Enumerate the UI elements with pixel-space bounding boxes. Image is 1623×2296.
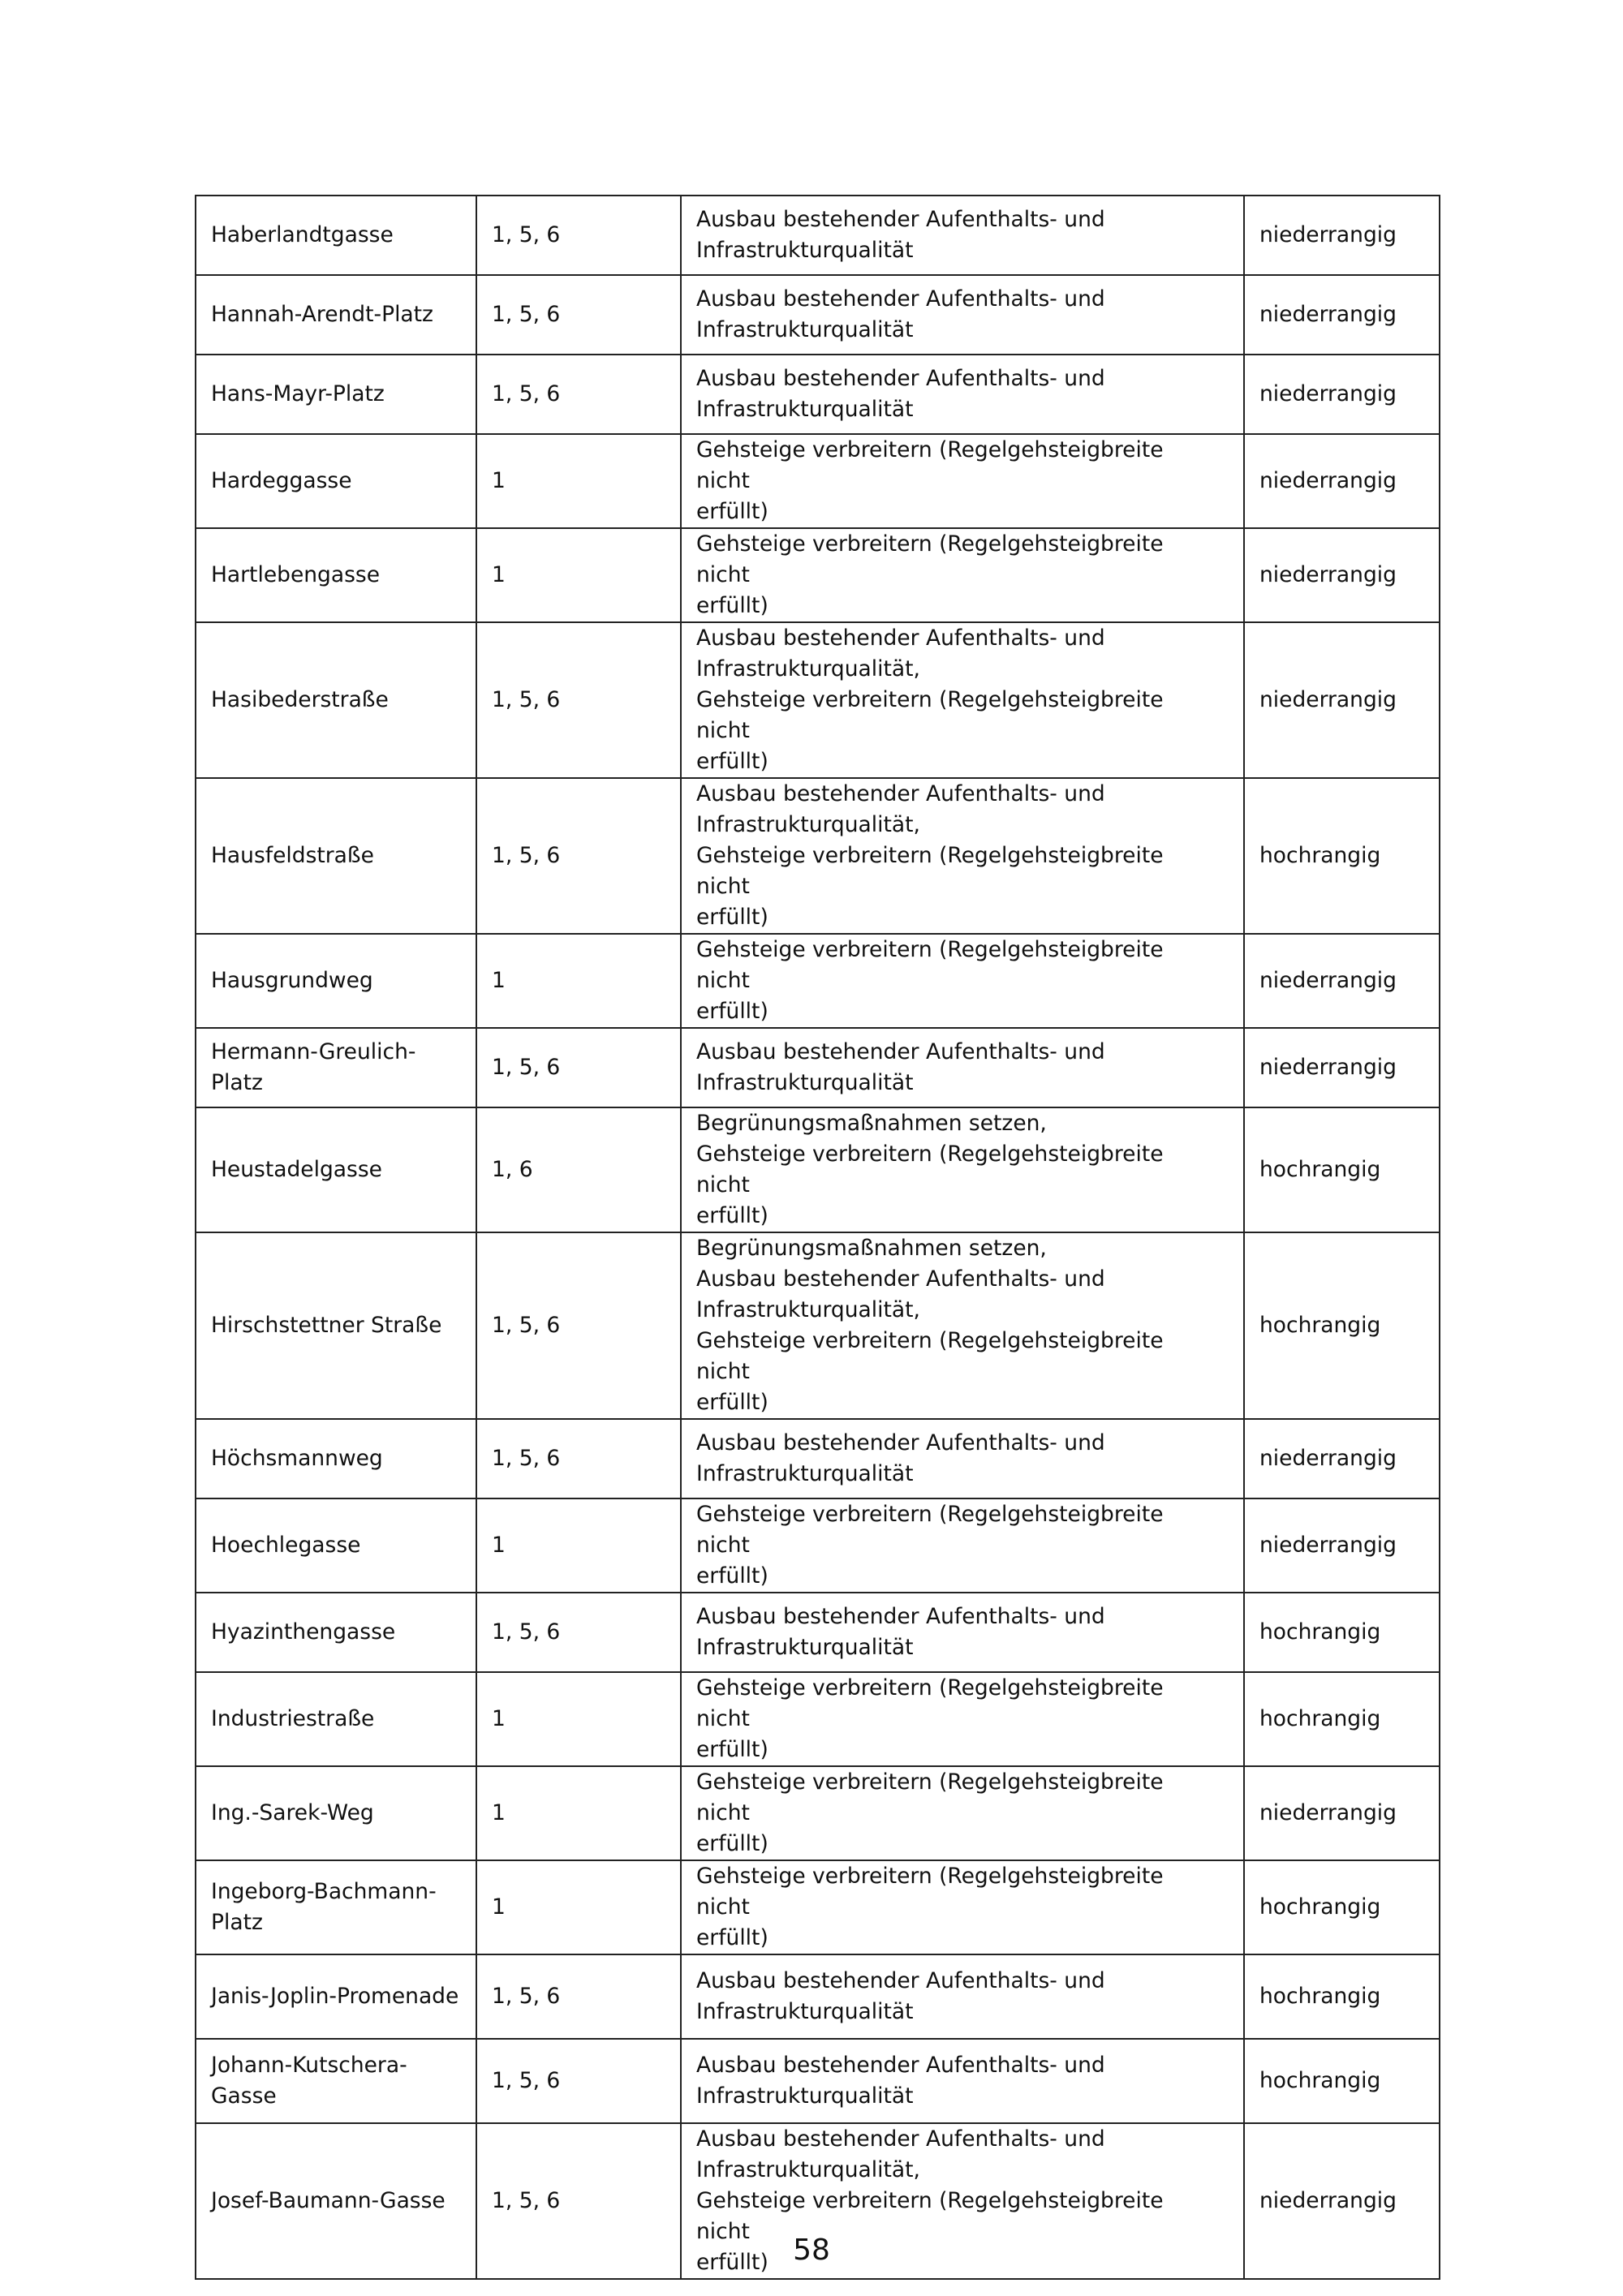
- measure-numbers-cell: 1, 5, 6: [476, 778, 681, 934]
- category-cell: niederrangig: [1244, 196, 1440, 275]
- table-row: [196, 778, 1440, 934]
- measures-cell: Gehsteige verbreitern (Regelgehsteigbreite nicht erfüllt): [681, 934, 1244, 1028]
- table-row: [196, 934, 1440, 1028]
- measures-cell: Ausbau bestehender Aufenthalts- und Infrastrukturqualität: [681, 1954, 1244, 2039]
- measure-numbers-cell: 1, 5, 6: [476, 622, 681, 778]
- measure-numbers-cell: 1, 5, 6: [476, 1954, 681, 2039]
- street-name-cell: Haberlandtgasse: [196, 196, 476, 275]
- measures-cell: Ausbau bestehender Aufenthalts- und Infrastrukturqualität: [681, 275, 1244, 355]
- category-cell: hochrangig: [1244, 1672, 1440, 1766]
- street-name-cell: Hartlebengasse: [196, 528, 476, 622]
- measures-cell: Ausbau bestehender Aufenthalts- und Infrastrukturqualität: [681, 2039, 1244, 2123]
- measures-cell: Gehsteige verbreitern (Regelgehsteigbreite nicht erfüllt): [681, 1672, 1244, 1766]
- measures-cell: Begrünungsmaßnahmen setzen, Gehsteige verbreitern (Regelgehsteigbreite nicht erfüllt): [681, 1107, 1244, 1232]
- measure-numbers-cell: 1, 5, 6: [476, 2123, 681, 2279]
- street-name-cell: Hardeggasse: [196, 434, 476, 528]
- measures-cell: Gehsteige verbreitern (Regelgehsteigbreite nicht erfüllt): [681, 1860, 1244, 1954]
- category-cell: niederrangig: [1244, 528, 1440, 622]
- category-cell: niederrangig: [1244, 1419, 1440, 1498]
- category-cell: niederrangig: [1244, 275, 1440, 355]
- table-row: [196, 196, 1440, 275]
- street-name-cell: Hyazinthengasse: [196, 1593, 476, 1672]
- street-name-cell: Josef-Baumann-Gasse: [196, 2123, 476, 2279]
- measure-numbers-cell: 1: [476, 1860, 681, 1954]
- category-cell: niederrangig: [1244, 1766, 1440, 1860]
- measures-cell: Gehsteige verbreitern (Regelgehsteigbreite nicht erfüllt): [681, 528, 1244, 622]
- category-cell: niederrangig: [1244, 2123, 1440, 2279]
- page-number: 58: [793, 2234, 830, 2267]
- measure-numbers-cell: 1, 5, 6: [476, 2039, 681, 2123]
- street-name-cell: Industriestraße: [196, 1672, 476, 1766]
- measure-numbers-cell: 1, 5, 6: [476, 1419, 681, 1498]
- table-body: [196, 196, 1440, 2279]
- table-row: [196, 1860, 1440, 1954]
- category-cell: hochrangig: [1244, 778, 1440, 934]
- street-name-cell: Hoechlegasse: [196, 1498, 476, 1593]
- category-cell: niederrangig: [1244, 1028, 1440, 1107]
- measures-cell: Ausbau bestehender Aufenthalts- und Infrastrukturqualität: [681, 196, 1244, 275]
- table-row: [196, 1232, 1440, 1419]
- table-row: [196, 1766, 1440, 1860]
- category-cell: hochrangig: [1244, 1232, 1440, 1419]
- street-name-cell: Johann-Kutschera-Gasse: [196, 2039, 476, 2123]
- street-name-cell: Hasibederstraße: [196, 622, 476, 778]
- measures-cell: Ausbau bestehender Aufenthalts- und Infrastrukturqualität, Gehsteige verbreitern (Regelgehsteigbreite nicht erfüllt): [681, 622, 1244, 778]
- table-row: [196, 1028, 1440, 1107]
- measure-numbers-cell: 1: [476, 1498, 681, 1593]
- measure-numbers-cell: 1, 5, 6: [476, 355, 681, 434]
- measure-numbers-cell: 1: [476, 934, 681, 1028]
- measures-cell: Ausbau bestehender Aufenthalts- und Infrastrukturqualität: [681, 1419, 1244, 1498]
- measure-numbers-cell: 1: [476, 1766, 681, 1860]
- table-row: [196, 434, 1440, 528]
- category-cell: hochrangig: [1244, 1107, 1440, 1232]
- table-row: [196, 528, 1440, 622]
- measures-cell: Gehsteige verbreitern (Regelgehsteigbreite nicht erfüllt): [681, 434, 1244, 528]
- category-cell: niederrangig: [1244, 622, 1440, 778]
- measure-numbers-cell: 1, 5, 6: [476, 1232, 681, 1419]
- category-cell: niederrangig: [1244, 355, 1440, 434]
- table-row: [196, 2039, 1440, 2123]
- street-measures-table: [195, 195, 1440, 2280]
- measures-cell: Ausbau bestehender Aufenthalts- und Infrastrukturqualität, Gehsteige verbreitern (Regelgehsteigbreite nicht erfüllt): [681, 2123, 1244, 2279]
- category-cell: niederrangig: [1244, 434, 1440, 528]
- measures-cell: Gehsteige verbreitern (Regelgehsteigbreite nicht erfüllt): [681, 1766, 1244, 1860]
- street-name-cell: Höchsmannweg: [196, 1419, 476, 1498]
- category-cell: hochrangig: [1244, 1593, 1440, 1672]
- street-name-cell: Ingeborg-Bachmann-Platz: [196, 1860, 476, 1954]
- street-name-cell: Hausfeldstraße: [196, 778, 476, 934]
- measures-cell: Ausbau bestehender Aufenthalts- und Infrastrukturqualität: [681, 1028, 1244, 1107]
- measures-cell: Ausbau bestehender Aufenthalts- und Infrastrukturqualität: [681, 355, 1244, 434]
- measure-numbers-cell: 1, 5, 6: [476, 1593, 681, 1672]
- measure-numbers-cell: 1, 6: [476, 1107, 681, 1232]
- category-cell: hochrangig: [1244, 1954, 1440, 2039]
- street-name-cell: Janis-Joplin-Promenade: [196, 1954, 476, 2039]
- street-name-cell: Ing.-Sarek-Weg: [196, 1766, 476, 1860]
- table-row: [196, 275, 1440, 355]
- measures-cell: Ausbau bestehender Aufenthalts- und Infrastrukturqualität, Gehsteige verbreitern (Regelgehsteigbreite nicht erfüllt): [681, 778, 1244, 934]
- table-row: [196, 1419, 1440, 1498]
- street-name-cell: Heustadelgasse: [196, 1107, 476, 1232]
- street-name-cell: Hausgrundweg: [196, 934, 476, 1028]
- measure-numbers-cell: 1, 5, 6: [476, 275, 681, 355]
- table-row: [196, 1593, 1440, 1672]
- table-row: [196, 1107, 1440, 1232]
- measure-numbers-cell: 1: [476, 434, 681, 528]
- measures-cell: Begrünungsmaßnahmen setzen, Ausbau bestehender Aufenthalts- und Infrastrukturqualität, Gehsteige verbreitern (Regelgehsteigbreite nicht erfüllt): [681, 1232, 1244, 1419]
- street-name-cell: Hans-Mayr-Platz: [196, 355, 476, 434]
- table-row: [196, 622, 1440, 778]
- category-cell: niederrangig: [1244, 1498, 1440, 1593]
- measure-numbers-cell: 1, 5, 6: [476, 196, 681, 275]
- measures-cell: Ausbau bestehender Aufenthalts- und Infrastrukturqualität: [681, 1593, 1244, 1672]
- table-row: [196, 1498, 1440, 1593]
- street-name-cell: Hannah-Arendt-Platz: [196, 275, 476, 355]
- category-cell: hochrangig: [1244, 2039, 1440, 2123]
- measure-numbers-cell: 1: [476, 1672, 681, 1766]
- table-row: [196, 1672, 1440, 1766]
- table-row: [196, 355, 1440, 434]
- measure-numbers-cell: 1: [476, 528, 681, 622]
- category-cell: niederrangig: [1244, 934, 1440, 1028]
- measure-numbers-cell: 1, 5, 6: [476, 1028, 681, 1107]
- street-name-cell: Hirschstettner Straße: [196, 1232, 476, 1419]
- category-cell: hochrangig: [1244, 1860, 1440, 1954]
- street-name-cell: Hermann-Greulich-Platz: [196, 1028, 476, 1107]
- measures-cell: Gehsteige verbreitern (Regelgehsteigbreite nicht erfüllt): [681, 1498, 1244, 1593]
- table-row: [196, 1954, 1440, 2039]
